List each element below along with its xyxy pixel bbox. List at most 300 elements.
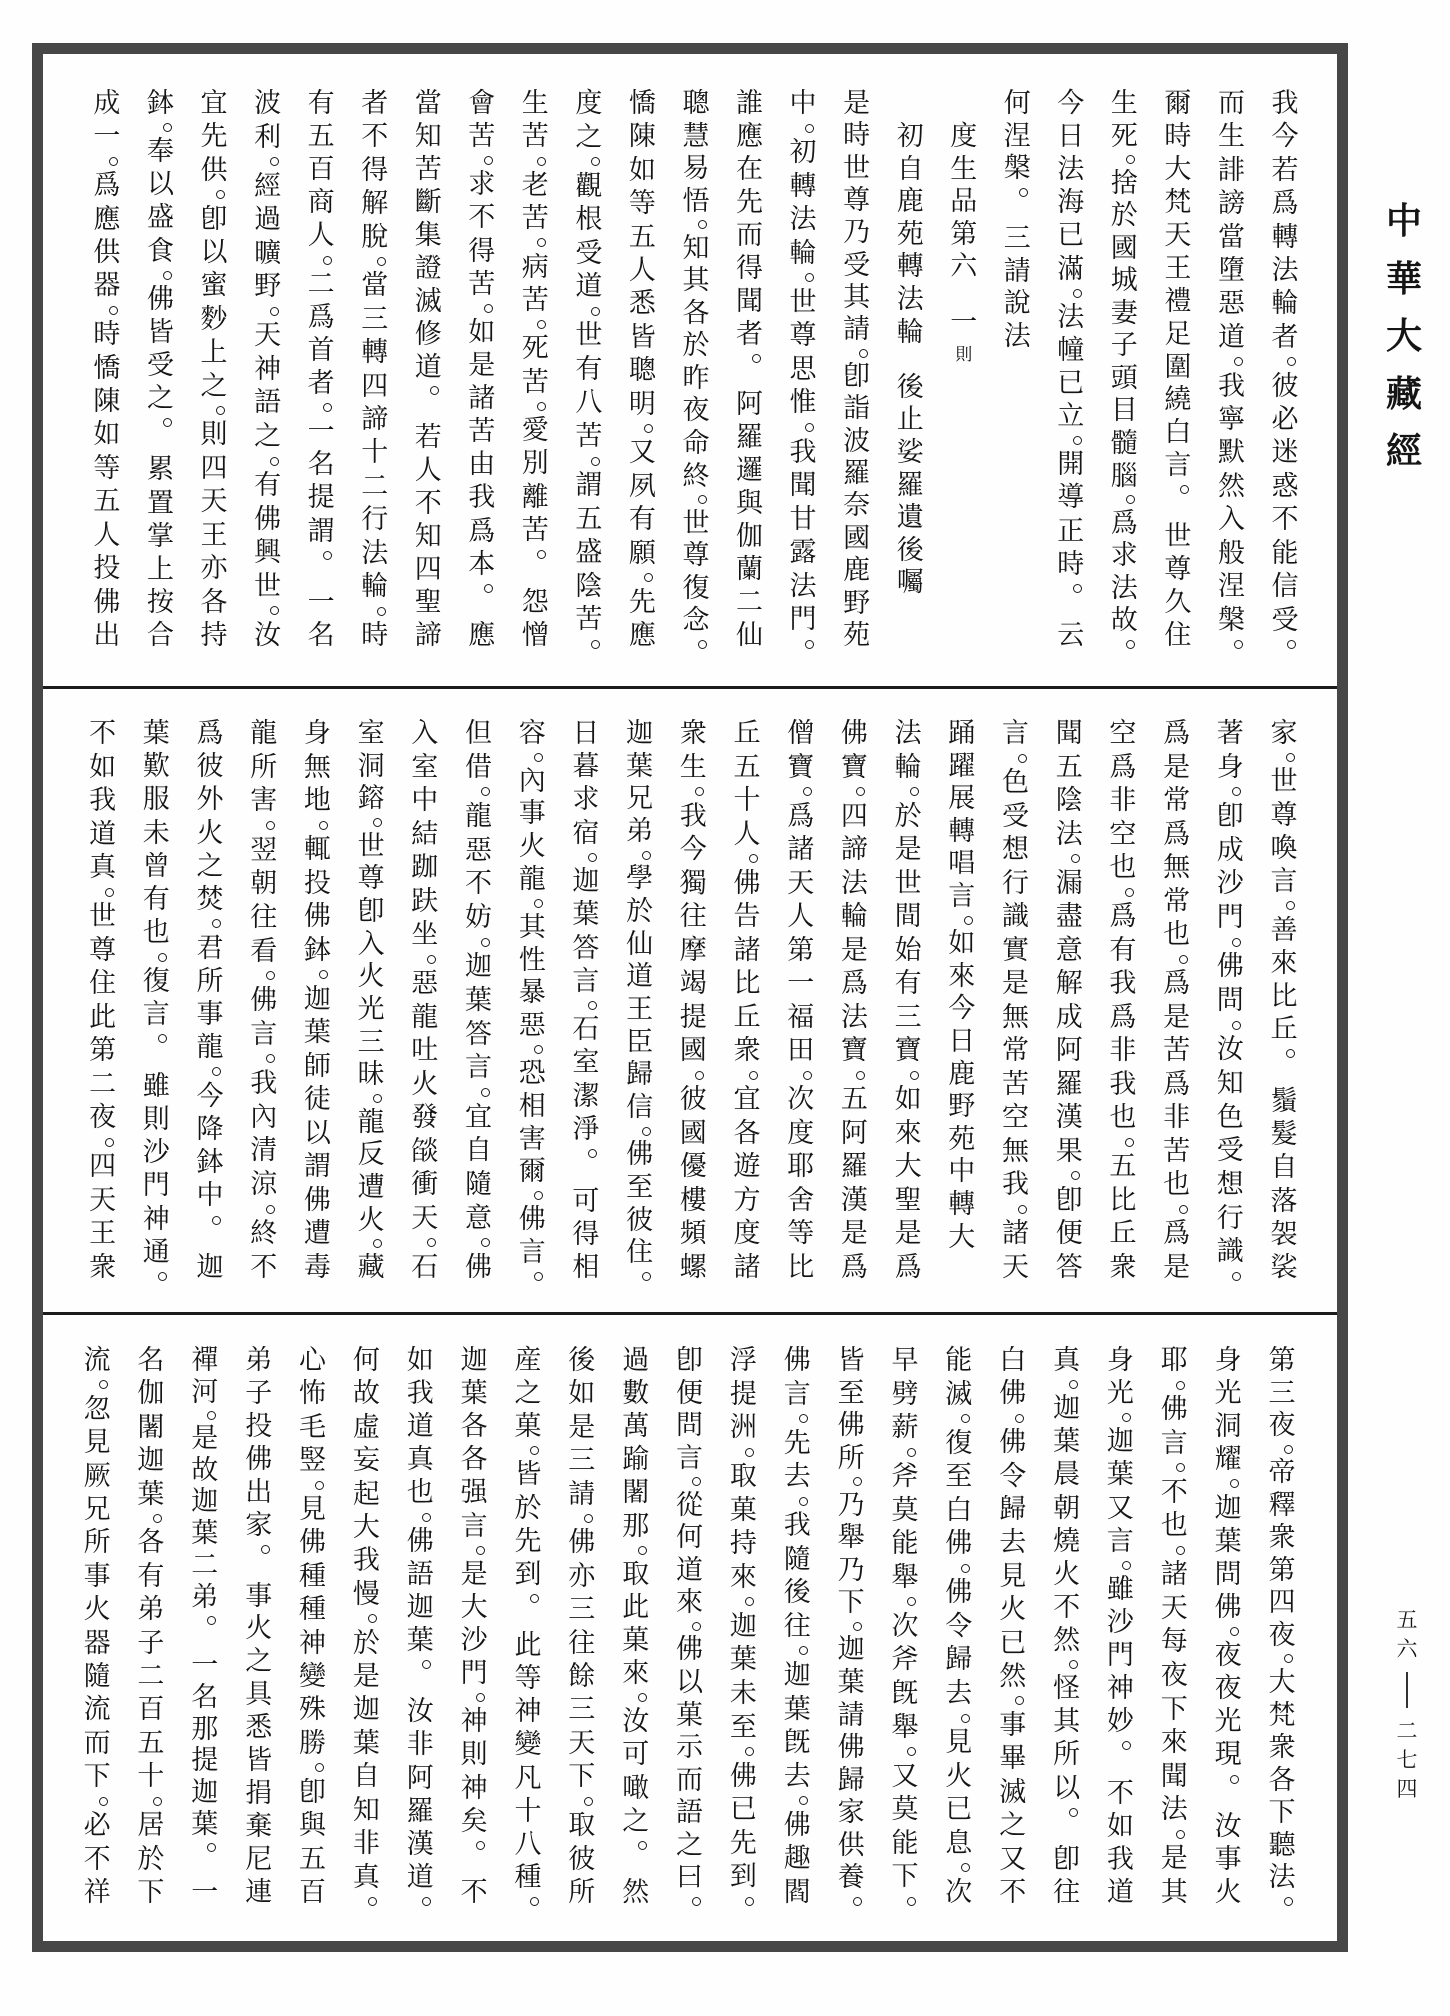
text-column bbox=[781, 720, 821, 1282]
glyph: 輪 bbox=[894, 751, 922, 783]
glyph: 時 bbox=[93, 319, 121, 351]
glyph: 鹿 bbox=[896, 186, 924, 218]
glyph: 下 bbox=[568, 1761, 596, 1793]
punctuation-circle bbox=[459, 938, 499, 948]
glyph: 有 bbox=[137, 1560, 165, 1592]
glyph: 羅 bbox=[736, 422, 763, 454]
punctuation-circle bbox=[1104, 155, 1144, 165]
punctuation-circle bbox=[351, 818, 391, 828]
glyph: 六 bbox=[1396, 1637, 1418, 1661]
glyph: 日 bbox=[1057, 121, 1085, 153]
glyph: 愛 bbox=[521, 415, 549, 446]
glyph: 道 bbox=[1106, 1876, 1134, 1908]
glyph: 者 bbox=[736, 318, 763, 350]
text-column bbox=[670, 1347, 710, 1907]
glyph: 宜 bbox=[465, 1101, 492, 1133]
glyph: 中 bbox=[948, 1156, 976, 1188]
punctuation-circle bbox=[1051, 584, 1091, 594]
register-divider bbox=[43, 1312, 1337, 1315]
glyph: 然 bbox=[999, 1661, 1027, 1693]
punctuation-circle bbox=[1047, 1380, 1087, 1390]
glyph: 當 bbox=[361, 270, 389, 302]
punctuation-circle bbox=[351, 1094, 391, 1104]
glyph: 菓 bbox=[729, 1494, 757, 1526]
glyph: 苑 bbox=[896, 218, 924, 250]
glyph: 漢 bbox=[406, 1828, 434, 1860]
glyph: 知 bbox=[414, 120, 442, 152]
punctuation-circle bbox=[777, 1414, 817, 1424]
glyph: 初 bbox=[789, 137, 817, 169]
glyph: 神 bbox=[254, 353, 282, 385]
glyph: 暴 bbox=[518, 977, 546, 1009]
glyph: 隨 bbox=[465, 1168, 492, 1200]
punctuation-circle bbox=[997, 188, 1037, 198]
glyph: 云 bbox=[1057, 619, 1085, 651]
glyph: 言 bbox=[783, 1378, 811, 1410]
glyph: 言 bbox=[465, 1052, 492, 1084]
glyph: 佛 bbox=[518, 1204, 546, 1236]
glyph: 次 bbox=[787, 1084, 815, 1116]
glyph: 衆 bbox=[1268, 1732, 1296, 1764]
glyph: 食 bbox=[147, 235, 174, 267]
glyph: 怨 bbox=[521, 586, 549, 618]
glyph: 法 bbox=[789, 570, 817, 602]
glyph: 投 bbox=[245, 1410, 273, 1442]
punctuation-circle bbox=[562, 1797, 602, 1807]
glyph: 人 bbox=[93, 519, 121, 551]
text-column bbox=[1265, 90, 1305, 650]
glyph: 來 bbox=[676, 1587, 703, 1619]
punctuation-circle bbox=[1154, 1381, 1194, 1391]
glyph: 諸 bbox=[1160, 1559, 1188, 1591]
glyph: 皆 bbox=[514, 1459, 542, 1491]
punctuation-circle bbox=[837, 349, 877, 359]
glyph: 下 bbox=[891, 1861, 919, 1893]
glyph: 二 bbox=[137, 1661, 165, 1693]
glyph: 百 bbox=[299, 1876, 326, 1908]
glyph: 佛 bbox=[93, 586, 121, 618]
glyph: 變 bbox=[299, 1661, 326, 1693]
glyph: 白 bbox=[1164, 417, 1192, 449]
glyph: 爲 bbox=[1109, 1001, 1137, 1033]
glyph: 甘 bbox=[789, 503, 817, 535]
glyph: 見 bbox=[299, 1494, 326, 1526]
text-column bbox=[730, 90, 770, 650]
glyph: 滿 bbox=[1057, 253, 1085, 285]
glyph: 燄 bbox=[411, 1135, 439, 1167]
glyph: 何 bbox=[676, 1522, 703, 1554]
glyph: 萬 bbox=[622, 1411, 650, 1443]
text-column bbox=[1208, 1347, 1248, 1907]
glyph: 發 bbox=[411, 1102, 439, 1134]
glyph: 比 bbox=[1109, 1184, 1137, 1216]
glyph: 不 bbox=[414, 488, 442, 520]
glyph: 供 bbox=[93, 237, 121, 269]
glyph: 持 bbox=[729, 1528, 757, 1560]
glyph: 佛 bbox=[945, 1577, 973, 1609]
glyph: 又 bbox=[1106, 1492, 1134, 1524]
glyph: 圍 bbox=[1164, 351, 1192, 383]
glyph: 通 bbox=[142, 1236, 170, 1268]
glyph: 樓 bbox=[679, 1184, 707, 1216]
glyph: 尊 bbox=[1270, 799, 1298, 831]
glyph: 利 bbox=[254, 121, 282, 153]
glyph: 沙 bbox=[1216, 868, 1244, 900]
punctuation-circle bbox=[939, 1564, 979, 1574]
glyph: 我 bbox=[1109, 968, 1137, 1000]
punctuation-circle bbox=[248, 457, 288, 467]
glyph: 娑 bbox=[896, 436, 924, 468]
glyph: 髮 bbox=[1270, 1119, 1298, 1151]
glyph: 彼 bbox=[679, 1084, 707, 1116]
glyph: 家 bbox=[1270, 718, 1298, 749]
glyph: 取 bbox=[568, 1810, 596, 1842]
text-column bbox=[676, 90, 716, 650]
glyph: 先 bbox=[783, 1427, 811, 1459]
glyph: 輪 bbox=[789, 237, 817, 269]
glyph: 問 bbox=[676, 1410, 703, 1442]
glyph: 尊 bbox=[843, 185, 871, 217]
glyph: 昨 bbox=[682, 362, 710, 394]
glyph: 見 bbox=[945, 1727, 973, 1759]
glyph: 到 bbox=[514, 1558, 542, 1590]
glyph: 那 bbox=[191, 1713, 219, 1745]
glyph: 苦 bbox=[468, 268, 496, 300]
glyph: 石 bbox=[572, 1014, 600, 1046]
punctuation-circle bbox=[1264, 901, 1304, 911]
text-column bbox=[569, 90, 609, 650]
glyph: 我 bbox=[406, 1378, 434, 1410]
glyph: 不 bbox=[465, 868, 492, 900]
glyph: 度 bbox=[950, 121, 978, 152]
punctuation-circle bbox=[248, 307, 288, 317]
glyph: 然 bbox=[1218, 470, 1245, 502]
glyph: 歸 bbox=[837, 1764, 865, 1796]
glyph: 釋 bbox=[1268, 1489, 1296, 1521]
glyph: 野 bbox=[843, 587, 871, 619]
glyph: 爲 bbox=[840, 1251, 868, 1283]
glyph: 大 bbox=[1268, 1667, 1296, 1699]
glyph: 七 bbox=[1396, 1748, 1418, 1772]
blank-space bbox=[1047, 1823, 1087, 1841]
glyph: 非 bbox=[352, 1828, 380, 1860]
text-column bbox=[566, 720, 606, 1282]
punctuation-circle bbox=[248, 606, 288, 616]
glyph: 轉 bbox=[948, 815, 976, 847]
glyph: 而 bbox=[736, 219, 763, 251]
punctuation-circle bbox=[885, 1747, 925, 1757]
glyph: 有 bbox=[1109, 934, 1137, 966]
glyph: 迦 bbox=[191, 1777, 219, 1809]
glyph: 後 bbox=[783, 1577, 811, 1609]
glyph: 脫 bbox=[361, 221, 389, 253]
punctuation-circle bbox=[508, 1446, 548, 1456]
glyph: 當 bbox=[414, 88, 442, 119]
glyph: 法 bbox=[1271, 255, 1299, 287]
glyph: 菓 bbox=[676, 1699, 703, 1731]
glyph: 迦 bbox=[729, 1610, 757, 1642]
glyph: 問 bbox=[1216, 984, 1244, 1016]
glyph: 真 bbox=[89, 852, 117, 884]
glyph: 四 bbox=[1396, 1777, 1418, 1801]
glyph: 葉 bbox=[303, 1017, 331, 1049]
glyph: 爲 bbox=[1163, 1068, 1191, 1100]
glyph: 反 bbox=[357, 1139, 385, 1171]
glyph: 凡 bbox=[514, 1762, 542, 1794]
glyph: 往 bbox=[568, 1627, 596, 1659]
glyph: 生 bbox=[950, 153, 978, 185]
glyph: 光 bbox=[357, 993, 385, 1025]
glyph: 三 bbox=[568, 1594, 596, 1626]
glyph: 身 bbox=[1214, 1345, 1242, 1376]
glyph: 火 bbox=[357, 1204, 385, 1236]
glyph: 下 bbox=[83, 1761, 111, 1793]
glyph: 有 bbox=[575, 353, 603, 385]
glyph: 可 bbox=[572, 1185, 600, 1217]
glyph: 興 bbox=[254, 537, 282, 569]
glyph: 恐 bbox=[518, 1057, 546, 1089]
punctuation-circle bbox=[996, 1205, 1036, 1215]
glyph: 光 bbox=[1106, 1378, 1134, 1410]
punctuation-circle bbox=[1208, 1627, 1248, 1637]
glyph: 器 bbox=[93, 270, 121, 302]
glyph: 道 bbox=[89, 818, 117, 850]
glyph: 下 bbox=[837, 1587, 865, 1619]
glyph: 當 bbox=[1218, 221, 1245, 253]
blank-space bbox=[185, 1630, 225, 1648]
punctuation-circle bbox=[459, 1088, 499, 1098]
glyph: 惡 bbox=[411, 968, 439, 1000]
glyph: 五 bbox=[840, 1084, 868, 1116]
glyph: 降 bbox=[196, 1113, 224, 1145]
glyph: 請 bbox=[837, 1699, 865, 1731]
glyph: 國 bbox=[679, 1117, 707, 1149]
punctuation-circle bbox=[1262, 1897, 1302, 1907]
punctuation-circle bbox=[400, 1513, 440, 1523]
glyph: 入 bbox=[357, 928, 385, 960]
punctuation-circle bbox=[670, 1477, 710, 1487]
glyph: 諸 bbox=[733, 934, 761, 966]
glyph: 三 bbox=[568, 1445, 596, 1477]
glyph: 麨 bbox=[200, 303, 228, 335]
glyph: 神 bbox=[460, 1706, 488, 1738]
glyph: 提 bbox=[307, 482, 335, 514]
glyph: 佛 bbox=[250, 984, 278, 1016]
glyph: 故 bbox=[1110, 605, 1138, 637]
glyph: 識 bbox=[1216, 1236, 1244, 1268]
glyph: 人 bbox=[307, 220, 335, 252]
glyph: 家 bbox=[837, 1797, 865, 1829]
glyph: 色 bbox=[1002, 767, 1029, 799]
glyph: 般 bbox=[1218, 537, 1245, 569]
glyph: 足 bbox=[1164, 318, 1192, 350]
glyph: 妨 bbox=[465, 901, 492, 933]
punctuation-circle bbox=[1157, 955, 1197, 965]
glyph: 卽 bbox=[200, 203, 228, 235]
blank-space bbox=[1100, 1757, 1140, 1775]
glyph: 其 bbox=[682, 265, 710, 297]
glyph: 一 bbox=[191, 1876, 219, 1908]
glyph: 亦 bbox=[200, 553, 228, 585]
glyph: 累 bbox=[147, 454, 174, 486]
glyph: 迦 bbox=[460, 1345, 488, 1376]
glyph: 如 bbox=[93, 419, 121, 451]
glyph: 龍 bbox=[411, 1001, 439, 1033]
glyph: 死 bbox=[521, 333, 549, 365]
punctuation-circle bbox=[1154, 1830, 1194, 1840]
glyph: 相 bbox=[572, 1251, 600, 1283]
glyph: 苦 bbox=[521, 121, 549, 153]
glyph: 以 bbox=[676, 1667, 703, 1699]
glyph: 事 bbox=[83, 1560, 111, 1592]
text-column bbox=[885, 1347, 925, 1907]
blank-space bbox=[944, 286, 984, 304]
blank-space bbox=[190, 1231, 230, 1249]
glyph: 劈 bbox=[891, 1378, 919, 1410]
glyph: 得 bbox=[468, 235, 496, 267]
glyph: 爲 bbox=[840, 968, 868, 1000]
glyph: 闍 bbox=[622, 1477, 650, 1509]
glyph: 矣 bbox=[460, 1805, 488, 1837]
glyph: 居 bbox=[137, 1810, 165, 1842]
glyph: 度 bbox=[733, 1218, 761, 1250]
glyph: 各 bbox=[733, 1117, 761, 1149]
glyph: 息 bbox=[945, 1827, 973, 1859]
glyph: 應 bbox=[93, 203, 121, 235]
glyph: 行 bbox=[1002, 867, 1029, 899]
glyph: 內 bbox=[250, 1101, 278, 1133]
glyph: 學 bbox=[626, 863, 654, 895]
glyph: 我 bbox=[89, 785, 117, 817]
punctuation-circle bbox=[939, 1863, 979, 1873]
glyph: 則 bbox=[142, 1103, 170, 1135]
glyph: 彼 bbox=[568, 1843, 596, 1875]
glyph: 仙 bbox=[626, 928, 654, 960]
punctuation-circle bbox=[1264, 1049, 1304, 1059]
glyph: 想 bbox=[1002, 834, 1029, 866]
glyph: 謂 bbox=[303, 1151, 331, 1183]
glyph: 道 bbox=[575, 271, 603, 303]
punctuation-circle bbox=[408, 386, 448, 396]
glyph: 首 bbox=[307, 334, 335, 366]
glyph: 朝 bbox=[1053, 1492, 1081, 1524]
glyph: 佛 bbox=[945, 1528, 973, 1560]
glyph: 王 bbox=[89, 1218, 117, 1250]
glyph: 佛 bbox=[837, 1410, 865, 1442]
punctuation-circle bbox=[515, 238, 555, 248]
glyph: 則 bbox=[200, 419, 228, 451]
glyph: 歸 bbox=[999, 1494, 1027, 1526]
glyph: 苦 bbox=[521, 203, 549, 234]
glyph: 受 bbox=[1216, 1135, 1244, 1167]
glyph: 惟 bbox=[789, 387, 817, 419]
glyph: 卽 bbox=[1216, 800, 1244, 832]
glyph: 弟 bbox=[191, 1582, 219, 1614]
glyph: 蘭 bbox=[736, 554, 763, 586]
glyph: 本 bbox=[468, 548, 496, 580]
glyph: 去 bbox=[945, 1678, 973, 1710]
text-column bbox=[1049, 720, 1089, 1282]
glyph: 之 bbox=[622, 1805, 650, 1837]
glyph: 佛 bbox=[783, 1809, 811, 1841]
text-column bbox=[993, 1347, 1033, 1907]
punctuation-circle bbox=[783, 423, 823, 433]
glyph: 已 bbox=[1057, 220, 1085, 252]
glyph: 葉 bbox=[783, 1693, 811, 1725]
blank-space bbox=[408, 401, 448, 419]
glyph: 便 bbox=[1055, 1218, 1083, 1250]
glyph: 先 bbox=[200, 121, 228, 153]
glyph: 住 bbox=[1164, 619, 1192, 651]
glyph: 耶 bbox=[787, 1151, 815, 1183]
punctuation-circle bbox=[993, 1696, 1033, 1706]
blank-space bbox=[730, 368, 770, 386]
punctuation-circle bbox=[616, 1546, 656, 1556]
glyph: 寶 bbox=[894, 1035, 922, 1067]
glyph: 幢 bbox=[1057, 334, 1085, 366]
blank-space bbox=[566, 1164, 606, 1182]
glyph: 至 bbox=[945, 1461, 973, 1493]
punctuation-circle bbox=[1210, 787, 1250, 797]
glyph: 轉 bbox=[789, 170, 817, 202]
glyph: 光 bbox=[1214, 1378, 1242, 1410]
glyph: 下 bbox=[1268, 1797, 1296, 1829]
glyph: 寶 bbox=[840, 1035, 868, 1067]
glyph: 殊 bbox=[299, 1694, 326, 1726]
glyph: 經 bbox=[1385, 430, 1422, 472]
glyph: 不 bbox=[1160, 1476, 1188, 1508]
punctuation-circle bbox=[723, 1897, 763, 1907]
glyph: 迦 bbox=[837, 1634, 865, 1666]
punctuation-circle bbox=[1154, 1463, 1194, 1473]
glyph: 歸 bbox=[945, 1644, 973, 1676]
glyph: 是 bbox=[894, 834, 922, 866]
punctuation-circle bbox=[515, 402, 555, 412]
glyph: 世 bbox=[89, 901, 117, 933]
glyph: 謂 bbox=[307, 515, 335, 547]
glyph: 苦 bbox=[521, 514, 549, 546]
glyph: 求 bbox=[572, 784, 600, 816]
glyph: 已 bbox=[1057, 367, 1085, 399]
glyph: 上 bbox=[200, 337, 228, 369]
glyph: 各 bbox=[1268, 1764, 1296, 1796]
glyph: 迦 bbox=[196, 1251, 224, 1283]
glyph: 空 bbox=[1109, 718, 1137, 749]
glyph: 五 bbox=[733, 751, 761, 783]
glyph: 言 bbox=[460, 1510, 488, 1542]
glyph: 告 bbox=[733, 901, 761, 933]
glyph: 聞 bbox=[1055, 718, 1083, 749]
glyph: 佛 bbox=[147, 283, 174, 315]
glyph: 則 bbox=[460, 1739, 488, 1771]
glyph: 生 bbox=[679, 751, 707, 783]
text-column bbox=[131, 1347, 171, 1907]
glyph: 種 bbox=[299, 1594, 326, 1626]
glyph: 大 bbox=[894, 1151, 922, 1183]
glyph: 夜 bbox=[1268, 1619, 1296, 1651]
glyph: 徒 bbox=[303, 1084, 331, 1116]
punctuation-circle bbox=[616, 1841, 656, 1851]
glyph: 三 bbox=[361, 303, 389, 335]
glyph: 佛 bbox=[733, 867, 761, 899]
glyph: 聞 bbox=[1160, 1760, 1188, 1792]
glyph: 有 bbox=[628, 504, 656, 536]
glyph: 白 bbox=[999, 1345, 1027, 1376]
glyph: 佛 bbox=[303, 901, 331, 933]
text-column bbox=[939, 1347, 979, 1907]
glyph: 觀 bbox=[575, 170, 603, 202]
glyph: 等 bbox=[628, 188, 656, 220]
